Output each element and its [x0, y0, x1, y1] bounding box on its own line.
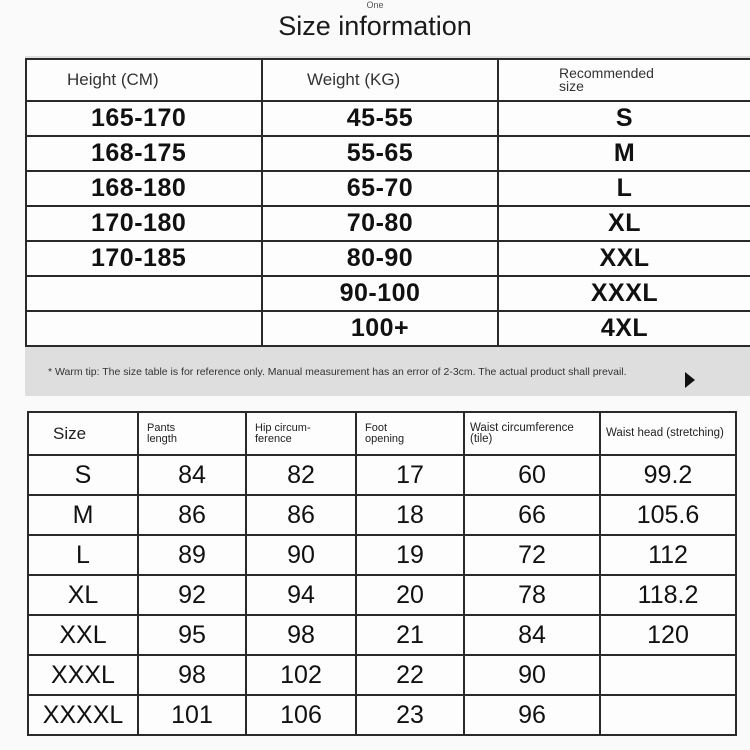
foot-opening-cell: 17 [356, 455, 464, 495]
height-cell: 165-170 [26, 101, 262, 136]
foot-header-line2: opening [365, 432, 405, 445]
recommended-header-line2: size [559, 78, 584, 94]
table-row [28, 455, 736, 495]
weight-cell: 100+ [262, 311, 498, 346]
pants-length-cell: 101 [138, 695, 246, 735]
table-row [26, 276, 750, 311]
page-title: Size information [278, 11, 472, 41]
foot-opening-cell: 23 [356, 695, 464, 735]
hip-cell: 86 [246, 495, 356, 535]
pants-header-line1: Pants [147, 421, 176, 434]
size-cell: S [28, 455, 138, 495]
height-cell: 168-180 [26, 171, 262, 206]
waist-head-cell: 120 [600, 615, 736, 655]
pants-length-cell: 84 [138, 455, 246, 495]
foot-opening-cell: 21 [356, 615, 464, 655]
weight-cell: 45-55 [262, 101, 498, 136]
weight-cell: 65-70 [262, 171, 498, 206]
height-cell: 168-175 [26, 136, 262, 171]
table-row [28, 535, 736, 575]
waist-head-cell: 112 [600, 535, 736, 575]
weight-cell: 55-65 [262, 136, 498, 171]
top-label: One [366, 0, 384, 10]
pants-length-cell: 95 [138, 615, 246, 655]
hip-circumference-header [246, 412, 356, 455]
size-guide-table [25, 58, 750, 347]
table-row [26, 241, 750, 276]
foot-opening-cell: 22 [356, 655, 464, 695]
size-cell: XL [498, 206, 750, 241]
height-cell: 170-180 [26, 206, 262, 241]
height-cell [26, 276, 262, 311]
hip-header-line2: ference [255, 432, 292, 445]
table-row [26, 311, 750, 346]
size-cell: 4XL [498, 311, 750, 346]
warm-tip: * Warm tip: The size table is for reference only. Manual measurement has an error of 2-3cm. The actual product shall prevail. [48, 366, 627, 378]
foot-opening-cell: 19 [356, 535, 464, 575]
waist-cell: 90 [464, 655, 600, 695]
hip-cell: 94 [246, 575, 356, 615]
size-guide-header-row [26, 59, 750, 101]
hip-cell: 98 [246, 615, 356, 655]
height-cell: 170-185 [26, 241, 262, 276]
table-row [28, 695, 736, 735]
height-header: Height (CM) [26, 59, 262, 101]
hip-cell: 90 [246, 535, 356, 575]
table-row [26, 206, 750, 241]
table-row [26, 101, 750, 136]
foot-opening-header [356, 412, 464, 455]
table-row [28, 495, 736, 535]
pants-length-header [138, 412, 246, 455]
waist-head-cell: 99.2 [600, 455, 736, 495]
waist-cell: 66 [464, 495, 600, 535]
table-row [26, 136, 750, 171]
pants-length-cell: 98 [138, 655, 246, 695]
recommended-size-header [498, 59, 750, 101]
hip-cell: 106 [246, 695, 356, 735]
height-cell [26, 311, 262, 346]
pants-header-line2: length [147, 432, 177, 445]
waist-head-cell [600, 655, 736, 695]
size-cell: XXL [28, 615, 138, 655]
table-row [26, 171, 750, 206]
size-header: Size [28, 412, 138, 455]
hip-header-line1: Hip circum- [255, 421, 311, 434]
size-cell: M [28, 495, 138, 535]
size-cell: S [498, 101, 750, 136]
size-cell: XXL [498, 241, 750, 276]
waist-cell: 78 [464, 575, 600, 615]
size-cell: XXXXL [28, 695, 138, 735]
measurements-table [27, 411, 737, 736]
size-cell: XL [28, 575, 138, 615]
measurements-header-row [28, 412, 736, 455]
waist-cell: 84 [464, 615, 600, 655]
waist-cell: 72 [464, 535, 600, 575]
foot-opening-cell: 20 [356, 575, 464, 615]
size-cell: XXXL [28, 655, 138, 695]
foot-opening-cell: 18 [356, 495, 464, 535]
size-cell: L [28, 535, 138, 575]
waist-cell: 96 [464, 695, 600, 735]
pants-length-cell: 89 [138, 535, 246, 575]
table-row [28, 655, 736, 695]
recommended-header-line1: Recommended [559, 65, 654, 81]
table-row [28, 575, 736, 615]
waist-head-cell [600, 695, 736, 735]
waist-cell: 60 [464, 455, 600, 495]
play-arrow-icon[interactable] [685, 372, 695, 388]
table-row [28, 615, 736, 655]
size-cell: L [498, 171, 750, 206]
waist-head-cell: 118.2 [600, 575, 736, 615]
weight-cell: 80-90 [262, 241, 498, 276]
hip-cell: 82 [246, 455, 356, 495]
weight-cell: 90-100 [262, 276, 498, 311]
size-cell: M [498, 136, 750, 171]
pants-length-cell: 92 [138, 575, 246, 615]
pants-length-cell: 86 [138, 495, 246, 535]
weight-cell: 70-80 [262, 206, 498, 241]
weight-header: Weight (KG) [262, 59, 498, 101]
foot-header-line1: Foot [365, 421, 388, 434]
hip-cell: 102 [246, 655, 356, 695]
waist-circumference-header: Waist circumference (tile) [464, 412, 600, 455]
waist-head-header: Waist head (stretching) [600, 412, 736, 455]
waist-head-cell: 105.6 [600, 495, 736, 535]
size-cell: XXXL [498, 276, 750, 311]
